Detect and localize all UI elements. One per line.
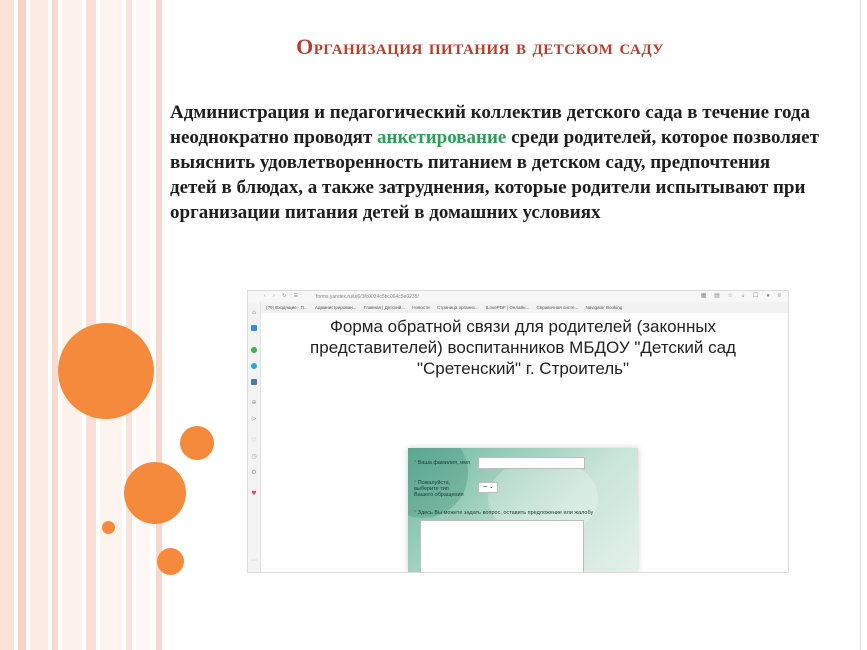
bookmark-item: Администрирован... [314,305,357,310]
home-icon: ⌂ [252,309,256,316]
stripe [136,0,150,650]
body-accent-word: анкетирование [377,127,507,148]
active-app-icon [251,325,257,331]
stripe [62,0,82,650]
type-label: * Пожалуйста, выберите тип Вашего обращения [414,480,464,498]
slide-body [170,100,820,225]
send-icon: ▷ [251,415,257,422]
clock-icon: ◷ [251,453,257,460]
left-stripes [0,0,165,650]
decor-circle [157,548,184,575]
feedback-form [408,448,638,572]
stripe [126,0,132,650]
bookmark-item: Справочная систе... [536,305,579,310]
whatsapp-icon [251,347,257,353]
form-heading: Форма обратной связи для родителей (законных представителей) воспитанников МБДОУ "Детский сад "Сретенский" г. Строитель" [310,317,736,378]
settings-icon: ⚙ [251,469,257,476]
body-text-part: среди родителей, которое позволяет выяснить удовлетворенность питанием в детском саду, предпочтения детей в блюдах, а также затруднения, которые родители испытывают при организации питания детей в домашних условиях [170,127,819,223]
more-icon: ⋯ [251,557,257,564]
bookmarks-bar [260,302,788,313]
decor-circle [180,426,214,460]
browser-sidebar [248,302,261,572]
address-bar: forms.yandex.ru/u/6/3fc0024c5bc064c5e0235/ [316,294,419,300]
embedded-browser-screenshot [247,290,789,573]
bookmark-item: Navigator Booking [585,305,623,310]
heart-icon: ♡ [251,437,257,444]
question-label: * Здесь Вы можете задать вопрос, оставить предложение или жалобу [414,510,594,516]
question-textarea[interactable] [420,520,584,572]
right-rule [860,0,861,650]
vk-icon [251,379,257,385]
name-label: * Ваша фамилия, имя [414,460,470,466]
name-input[interactable] [478,457,585,469]
decor-circle [124,462,186,524]
telegram-icon [251,363,257,369]
type-select[interactable]: — ⌄ [478,482,498,493]
bookmark-item: Главная | Детский... [363,305,405,310]
stripe [52,0,58,650]
body-text-part: Администрация и педагогический коллектив детского сада в течение года неоднократно проводят [170,102,811,148]
toolbar-icons: ▦ ▤ ☆ ⇣ ☐ ● ≡ [700,293,784,299]
decor-circle-large [58,323,154,419]
decor-circle [102,521,115,534]
bookmark-item: Страница организ... [436,305,479,310]
stripe [18,0,26,650]
slide-title: Организация питания в детском саду [296,34,664,59]
browser-topbar [248,291,788,302]
bookmark-item: (79) Входящие - П... [266,305,308,310]
stripe [0,0,14,650]
stripe [30,0,48,650]
add-icon: ⊕ [251,399,257,406]
nav-icons: ‹ › ↻ ☰ [264,293,302,299]
pin-icon: ♥ [251,490,257,497]
bookmark-item: ILovePDF | Онлайн... [485,305,530,310]
bookmark-item: Новости [412,305,430,310]
